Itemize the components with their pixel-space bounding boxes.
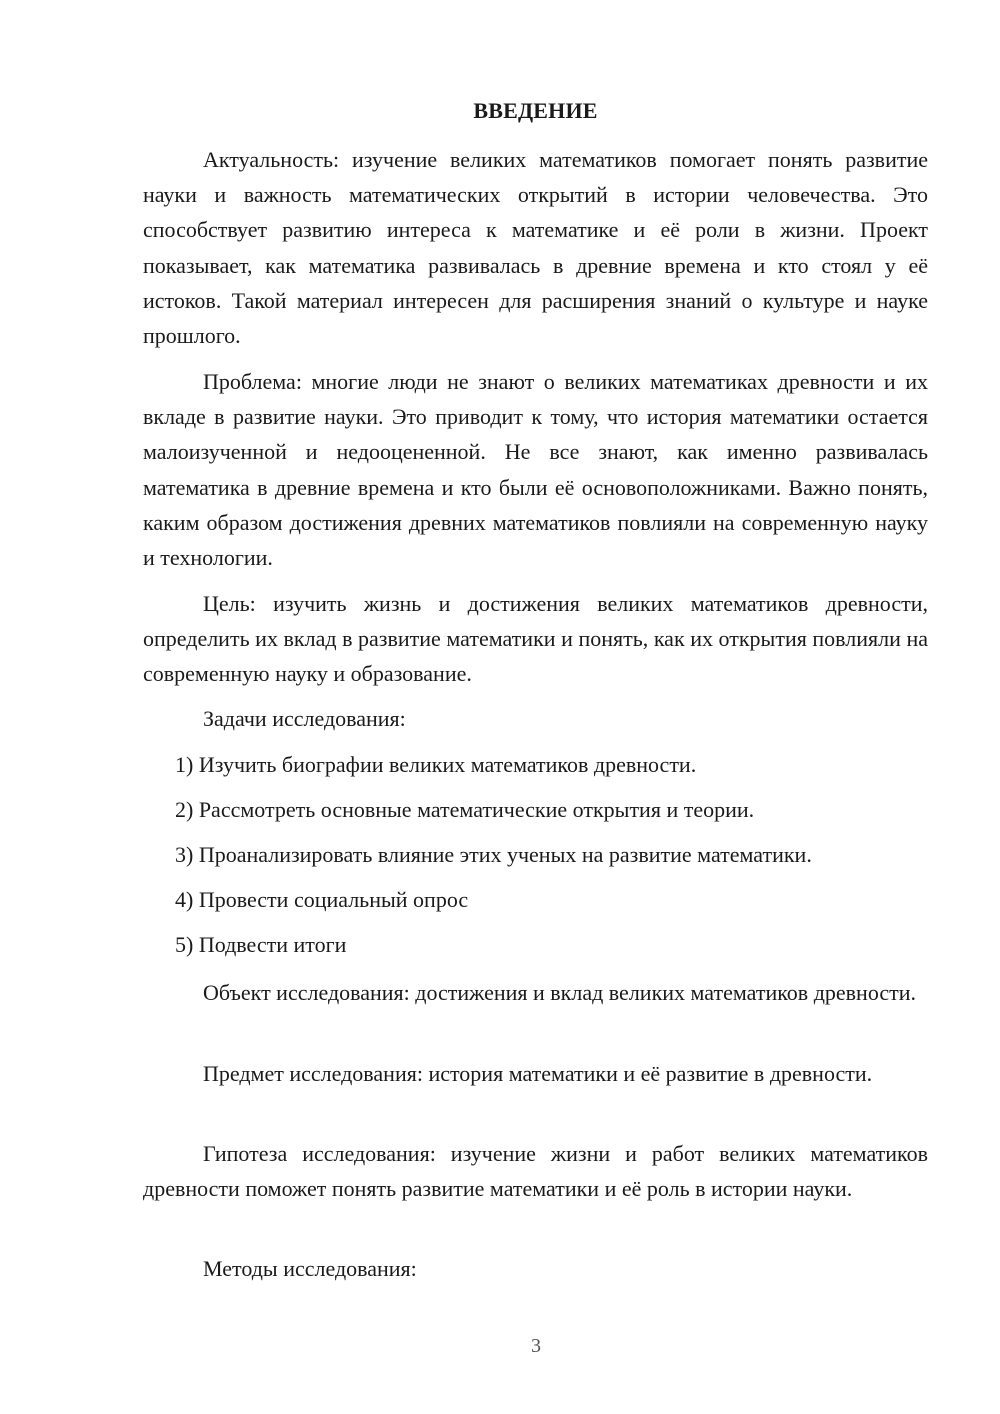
object-paragraph: Объект исследования: достижения и вклад великих математиков древности.	[203, 980, 917, 1005]
subject-paragraph: Предмет исследования: история математики и её развитие в древности.	[203, 1061, 873, 1086]
problem-paragraph: Проблема: многие люди не знают о великих математиках древности и их вкладе в развитие науки. Это приводит к тому, что история математики остается малоизученной и недооцененной. Не все знают, как именно развивалась математика в древние времена и кто были её основоположниками. Важно понять, каким образом достижения древних математиков повлияли на современную науку и технологии.	[143, 369, 928, 571]
task-item: 1) Изучить биографии великих математиков древности.	[175, 752, 697, 777]
task-item: 2) Рассмотреть основные математические открытия и теории.	[175, 797, 755, 822]
goal-paragraph: Цель: изучить жизнь и достижения великих математиков древности, определить их вклад в развитие математики и понять, как их открытия повлияли на современную науку и образование.	[143, 591, 928, 687]
section-title: ВВЕДЕНИЕ	[473, 98, 598, 123]
task-item: 5) Подвести итоги	[175, 932, 347, 957]
hypothesis-paragraph: Гипотеза исследования: изучение жизни и работ великих математиков древности поможет понять развитие математики и её роль в истории науки.	[143, 1141, 928, 1202]
tasks-heading: Задачи исследования:	[203, 706, 406, 731]
task-item: 3) Проанализировать влияние этих ученых на развитие математики.	[175, 842, 812, 867]
methods-heading: Методы исследования:	[203, 1256, 417, 1281]
relevance-paragraph: Актуальность: изучение великих математиков помогает понять развитие науки и важность математических открытий в истории человечества. Это способствует развитию интереса к математике и её роли в жизни. Проект показывает, как математика развивалась в древние времена и кто стоял у её истоков. Такой материал интересен для расширения знаний о культуре и науке прошлого.	[143, 147, 928, 349]
task-item: 4) Провести социальный опрос	[175, 887, 469, 912]
page-number: 3	[531, 1335, 541, 1357]
